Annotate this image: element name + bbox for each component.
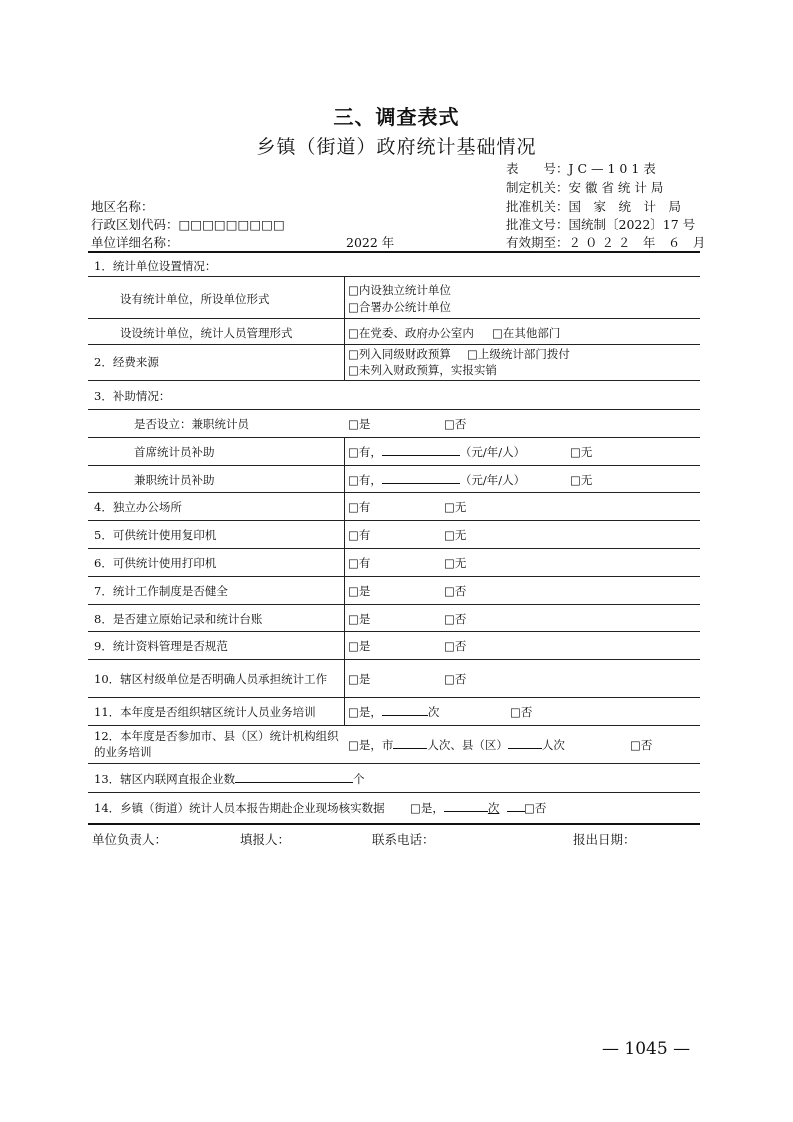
row-divider bbox=[88, 576, 700, 577]
row-3b-label: 首席统计员补助 bbox=[134, 445, 215, 459]
document-subtitle: 乡镇（街道）政府统计基础情况 bbox=[256, 136, 537, 158]
form-number: 表 号：J C — 1 0 1 表 bbox=[506, 161, 656, 176]
option-party-office[interactable] bbox=[348, 325, 474, 341]
table-bottom-rule bbox=[88, 823, 700, 825]
row-9-label: 9．统计资料管理是否规范 bbox=[94, 639, 228, 653]
checkbox-none[interactable]: □ 无 bbox=[570, 472, 592, 488]
row-3c-label: 兼职统计员补助 bbox=[134, 473, 215, 487]
option-label: 合署办公统计单位 bbox=[358, 300, 451, 314]
row-1a-label: 设有统计单位，所设单位形式 bbox=[120, 292, 270, 306]
option-label: 内设独立统计单位 bbox=[358, 283, 451, 297]
row-13-label: 13．辖区内联网直报企业数 个 bbox=[94, 772, 365, 786]
checkbox-yes[interactable]: □ 是 bbox=[348, 671, 370, 687]
checkbox-yes[interactable]: □ 是， 次 bbox=[410, 800, 525, 816]
checkbox-have[interactable]: □ 有， （元/年/人） bbox=[348, 444, 525, 460]
row-1-heading: 1．统计单位设置情况： bbox=[94, 259, 217, 273]
option-joint-unit[interactable] bbox=[348, 299, 451, 315]
enterprise-count-blank[interactable] bbox=[235, 772, 353, 783]
checkbox-none[interactable]: □ 无 bbox=[570, 444, 592, 460]
checkbox-no[interactable]: □ 否 bbox=[444, 416, 466, 432]
option-label: 在其他部门 bbox=[502, 326, 561, 340]
checkbox-no[interactable]: □ 否 bbox=[510, 704, 532, 720]
row-divider bbox=[88, 409, 700, 410]
row-divider bbox=[88, 520, 700, 521]
row-6-label: 6．可供统计使用打印机 bbox=[94, 556, 217, 570]
option-label: 在党委、政府办公室内 bbox=[358, 326, 474, 340]
checkbox-none[interactable]: □ 无 bbox=[444, 499, 466, 515]
row-divider bbox=[88, 659, 700, 660]
county-count-blank[interactable] bbox=[508, 738, 542, 749]
approving-agency: 批准机关：国 家 统 计 局 bbox=[506, 199, 682, 214]
checkbox-yes[interactable]: □ 是， 次 bbox=[348, 704, 439, 720]
checkbox-yes[interactable]: □ 是 bbox=[348, 416, 370, 432]
row-divider bbox=[88, 380, 700, 381]
row-divider bbox=[88, 276, 700, 277]
document-title: 三、调查表式 bbox=[333, 105, 460, 129]
approval-number: 批准文号：国统制〔2022〕17 号 bbox=[506, 217, 696, 232]
column-divider bbox=[344, 276, 345, 380]
option-label: 列入同级财政预算 bbox=[358, 347, 451, 361]
checkbox-yes[interactable]: □ 是 bbox=[348, 611, 370, 627]
report-date-label: 报出日期： bbox=[573, 832, 636, 847]
checkbox-have[interactable]: □ 有 bbox=[348, 499, 370, 515]
row-12-label: 12．本年度是否参加市、县（区）统计机构组织 bbox=[94, 729, 339, 743]
checkbox-have[interactable]: □ 有， （元/年/人） bbox=[348, 472, 525, 488]
trailing-blank bbox=[507, 801, 525, 812]
row-5-label: 5．可供统计使用复印机 bbox=[94, 528, 217, 542]
unit-name-label: 单位详细名称： bbox=[91, 235, 179, 250]
row-divider bbox=[88, 437, 700, 438]
amount-blank[interactable] bbox=[382, 445, 460, 456]
row-10-label: 10．辖区村级单位是否明确人员承担统计工作 bbox=[94, 672, 328, 686]
checkbox-no[interactable]: □ 否 bbox=[444, 638, 466, 654]
row-3a-label: 是否设立：兼职统计员 bbox=[134, 417, 249, 431]
checkbox-none[interactable]: □ 无 bbox=[444, 527, 466, 543]
option-label: 上级统计部门拨付 bbox=[477, 347, 570, 361]
row-11-label: 11．本年度是否组织辖区统计人员业务培训 bbox=[94, 705, 316, 719]
checkbox-no[interactable]: □ 否 bbox=[524, 800, 546, 816]
option-label: 未列入财政预算，实报实销 bbox=[358, 363, 497, 377]
page-number: — 1045 — bbox=[602, 1039, 691, 1059]
row-2-label: 2．经费来源 bbox=[94, 355, 159, 369]
checkbox-no[interactable]: □ 否 bbox=[444, 583, 466, 599]
visit-count-blank[interactable] bbox=[444, 801, 488, 812]
row-1b-label: 设设统计单位，统计人员管理形式 bbox=[120, 326, 293, 340]
city-count-blank[interactable] bbox=[393, 738, 427, 749]
column-divider bbox=[344, 437, 345, 725]
checkbox-none[interactable]: □ 无 bbox=[444, 555, 466, 571]
checkbox-no[interactable]: □ 否 bbox=[630, 737, 652, 753]
row-divider bbox=[88, 725, 700, 726]
issuing-agency: 制定机关：安 徽 省 统 计 局 bbox=[506, 180, 664, 195]
region-code-label: 行政区划代码：□□□□□□□□□ bbox=[91, 217, 285, 232]
phone-label: 联系电话： bbox=[372, 832, 435, 847]
row-divider bbox=[88, 697, 700, 698]
table-top-rule bbox=[88, 251, 700, 253]
unit-head-label: 单位负责人： bbox=[92, 832, 168, 847]
row-divider bbox=[88, 344, 700, 345]
option-other-dept[interactable] bbox=[492, 325, 560, 341]
option-reimbursement[interactable] bbox=[348, 362, 497, 378]
row-14-label: 14．乡镇（街道）统计人员本报告期赴企业现场核实数据 bbox=[94, 801, 385, 815]
report-year: 2022 年 bbox=[346, 235, 395, 250]
row-divider bbox=[88, 792, 700, 793]
region-name-label: 地区名称： bbox=[91, 199, 154, 214]
checkbox-yes[interactable]: □ 是，市 人次、县（区） 人次 bbox=[348, 737, 565, 753]
row-3-heading: 3．补助情况： bbox=[94, 389, 171, 403]
checkbox-yes[interactable]: □ 是 bbox=[348, 638, 370, 654]
checkbox-yes[interactable]: □ 是 bbox=[348, 583, 370, 599]
option-same-level-budget[interactable] bbox=[348, 346, 451, 362]
row-divider bbox=[88, 763, 700, 764]
checkbox-no[interactable]: □ 否 bbox=[444, 671, 466, 687]
count-blank[interactable] bbox=[382, 705, 428, 716]
row-divider bbox=[88, 631, 700, 632]
row-12-label-cont: 的业务培训 bbox=[94, 745, 152, 759]
option-higher-allocation[interactable] bbox=[467, 346, 570, 362]
option-internal-unit[interactable] bbox=[348, 282, 451, 298]
row-divider bbox=[88, 465, 700, 466]
checkbox-have[interactable]: □ 有 bbox=[348, 527, 370, 543]
checkbox-have[interactable]: □ 有 bbox=[348, 555, 370, 571]
valid-until: 有效期至：２ ０ ２ ２ 年 ６ 月 bbox=[506, 235, 706, 250]
row-4-label: 4．独立办公场所 bbox=[94, 500, 182, 514]
amount-blank[interactable] bbox=[382, 473, 460, 484]
row-divider bbox=[88, 492, 700, 493]
row-divider bbox=[88, 548, 700, 549]
filler-label: 填报人： bbox=[240, 832, 291, 847]
row-7-label: 7．统计工作制度是否健全 bbox=[94, 584, 228, 598]
row-divider bbox=[88, 318, 700, 319]
row-divider bbox=[88, 604, 700, 605]
row-8-label: 8．是否建立原始记录和统计台账 bbox=[94, 612, 263, 626]
checkbox-no[interactable]: □ 否 bbox=[444, 611, 466, 627]
